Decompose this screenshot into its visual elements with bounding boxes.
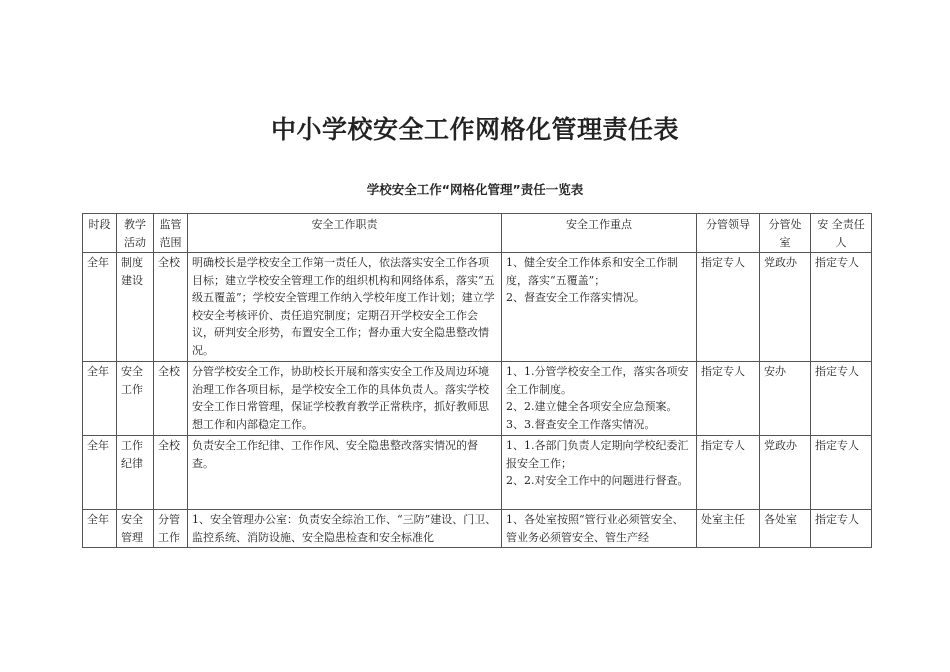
cell-focus: 1、1.各部门负责人定期向学校纪委汇报安全工作； 2、2.对安全工作中的问题进行督查。 [502, 436, 697, 510]
cell-period: 全年 [83, 253, 117, 362]
header-activity: 教学活动 [117, 214, 154, 253]
cell-person: 指定专人 [811, 253, 872, 362]
cell-office: 党政办 [760, 253, 811, 362]
cell-office: 党政办 [760, 436, 811, 510]
cell-activity: 工作纪律 [117, 436, 154, 510]
cell-period: 全年 [83, 510, 117, 548]
cell-period: 全年 [83, 436, 117, 510]
cell-leader: 指定专人 [697, 253, 760, 362]
cell-office: 安办 [760, 362, 811, 436]
cell-duty: 负责安全工作纪律、工作作风、安全隐患整改落实情况的督查。 [188, 436, 502, 510]
document-title: 中小学校安全工作网格化管理责任表 [270, 115, 679, 144]
cell-scope: 分管工作 [154, 510, 188, 548]
cell-person: 指定专人 [811, 362, 872, 436]
header-office: 分管处室 [760, 214, 811, 253]
header-person: 安 全责任人 [811, 214, 872, 253]
table-subtitle: 学校安全工作“网格化管理”责任一览表 [366, 182, 584, 197]
cell-office: 各处室 [760, 510, 811, 548]
cell-period: 全年 [83, 362, 117, 436]
cell-scope: 全校 [154, 362, 188, 436]
table-header-row [83, 214, 872, 253]
cell-person: 指定专人 [811, 436, 872, 510]
table-row [83, 436, 872, 510]
header-focus: 安全工作重点 [502, 214, 697, 253]
header-scope: 监管范围 [154, 214, 188, 253]
cell-person: 指定专人 [811, 510, 872, 548]
cell-activity: 安全管理 [117, 510, 154, 548]
table-row [83, 253, 872, 362]
cell-focus: 1、健全安全工作体系和安全工作制度，落实“五覆盖”； 2、督查安全工作落实情况。 [502, 253, 697, 362]
header-leader: 分管领导 [697, 214, 760, 253]
cell-leader: 指定专人 [697, 436, 760, 510]
cell-leader: 指定专人 [697, 362, 760, 436]
cell-duty: 明确校长是学校安全工作第一责任人，依法落实安全工作各项目标；建立学校安全管理工作的组织机构和网络体系，落实“五级五覆盖”；学校安全管理工作纳入学校年度工作计划；建立学校安全考核评价、责任追究制度；定期召开学校安全工作会议，研判安全形势，布置安全工作；督办重大安全隐患整改情况。 [188, 253, 502, 362]
cell-scope: 全校 [154, 436, 188, 510]
table-row [83, 510, 872, 548]
cell-activity: 制度建设 [117, 253, 154, 362]
cell-duty: 分管学校安全工作，协助校长开展和落实安全工作及周边环境治理工作各项目标，是学校安全工作的具体负责人。落实学校安全工作日常管理，保证学校教育教学正常秩序，抓好教师思想工作和内部稳定工作。 [188, 362, 502, 436]
cell-focus: 1、各处室按照“管行业必须管安全、管业务必须管安全、管生产经 [502, 510, 697, 548]
cell-duty: 1、安全管理办公室：负责安全综治工作、“三防”建设、门卫、监控系统、消防设施、安全隐患检查和安全标准化 [188, 510, 502, 548]
cell-focus: 1、1.分管学校安全工作，落实各项安全工作制度。 2、2.建立健全各项安全应急预案。 3、3.督查安全工作落实情况。 [502, 362, 697, 436]
cell-leader: 处室主任 [697, 510, 760, 548]
table-row [83, 362, 872, 436]
responsibility-table [82, 213, 872, 548]
header-period: 时段 [83, 214, 117, 253]
cell-scope: 全校 [154, 253, 188, 362]
header-duty: 安全工作职责 [188, 214, 502, 253]
cell-activity: 安全工作 [117, 362, 154, 436]
